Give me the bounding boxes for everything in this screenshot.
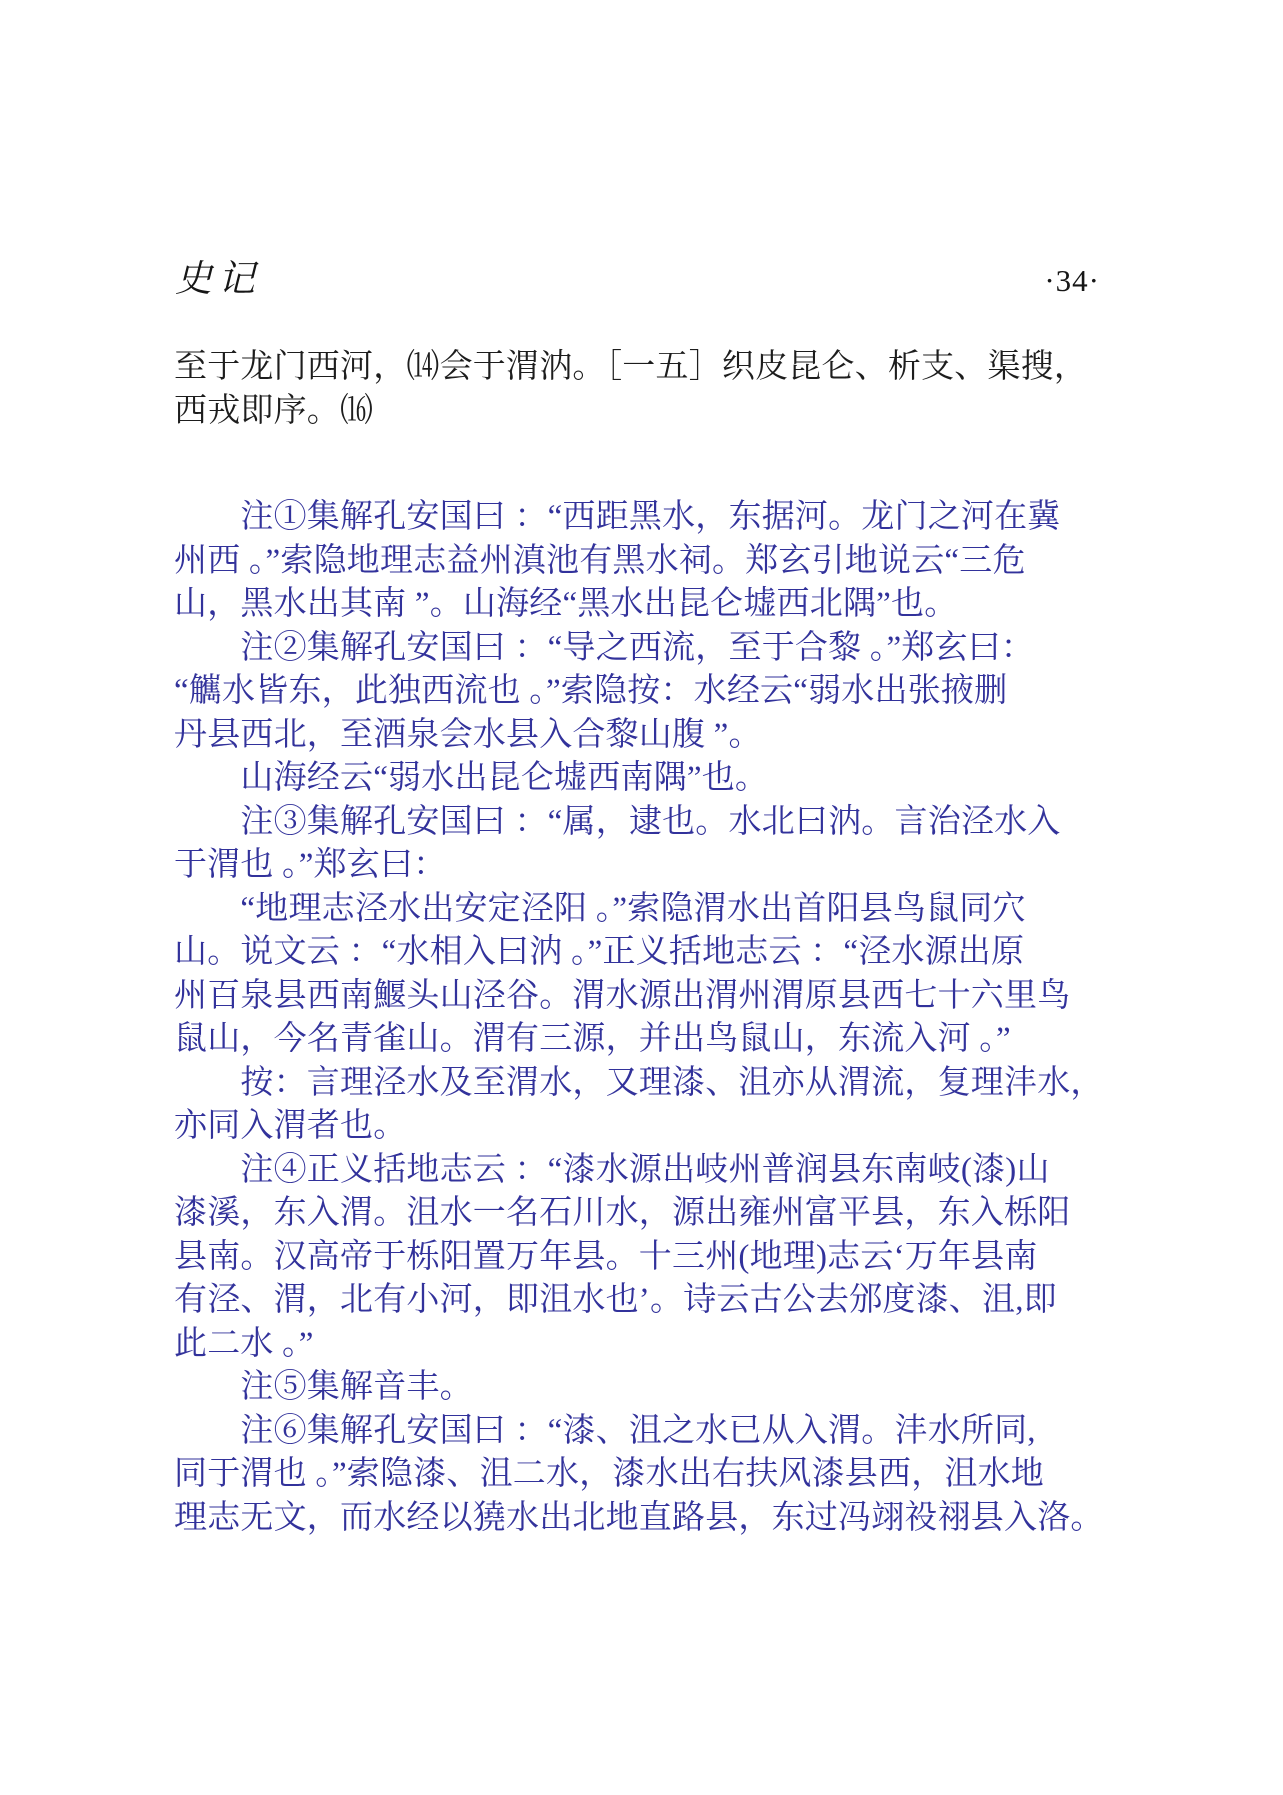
text-line: 西戎即序。⒃ — [174, 392, 374, 429]
text-line: 山。说文云 ：“水相入曰汭 。”正义括地志云 ：“泾水源出原 — [174, 934, 1025, 970]
text-line: 注④正义括地志云 ：“漆水源出岐州普润县东南岐(漆)山 — [174, 1151, 1050, 1188]
text-line: 山海经云“弱水出昆仑墟西南隅”也。 — [174, 760, 769, 796]
text-line: 注⑥集解孔安国曰 ：“漆、沮之水已从入渭。沣水所同, — [174, 1412, 1036, 1449]
running-header — [175, 258, 1100, 302]
text-line: 鼠山，今名青雀山。渭有三源，并出鸟鼠山，东流入河 。” — [174, 1021, 1011, 1057]
text-line: 州百泉县西南鰋头山泾谷。渭水源出渭州渭原县西七十六里鸟 — [174, 977, 1071, 1014]
text-line: 注①集解孔安国曰 ：“西距黑水，东据河。龙门之河在冀 — [174, 499, 1061, 535]
text-line: 山，黑水出其南 ”。山海经“黑水出昆仑墟西北隅”也。 — [174, 586, 958, 622]
text-line: 有泾、渭，北有小河，即沮水也’。诗云古公去邠度漆、沮,即 — [174, 1282, 1057, 1318]
text-line: “觽水皆东，此独西流也 。”索隐按：水经云“弱水出张掖删 — [174, 673, 1008, 709]
page-number: ·34· — [1044, 263, 1100, 298]
text-line: 县南。汉高帝于栎阳置万年县。十三州(地理)志云‘万年县南 — [174, 1238, 1038, 1275]
text-line: 州西 。”索隐地理志益州滇池有黑水祠。郑玄引地说云“三危 — [174, 542, 1026, 579]
text-line: 亦同入渭者也。 — [174, 1108, 407, 1144]
text-line: 丹县西北，至酒泉会水县入合黎山腹 ”。 — [174, 716, 762, 753]
text-line: 注⑤集解音丰。 — [174, 1369, 473, 1405]
book-title: 史记 — [175, 259, 261, 300]
text-line: 注②集解孔安国曰 ：“导之西流，至于合黎 。”郑玄曰： — [174, 629, 1035, 666]
text-line: 此二水 。” — [174, 1325, 314, 1362]
annotation-notes — [174, 496, 1112, 1540]
main-text-paragraph — [174, 346, 1112, 433]
text-line: “地理志泾水出安定泾阳 。”索隐渭水出首阳县鸟鼠同穴 — [174, 890, 1026, 927]
text-line: 于渭也 。”郑玄曰： — [174, 847, 447, 883]
text-line: 漆溪，东入渭。沮水一名石川水，源出雍州富平县，东入栎阳 — [174, 1195, 1071, 1231]
text-line: 理志无文，而水经以獟水出北地直路县，东过冯翊祋祤县入洛。 — [174, 1499, 1104, 1536]
text-line: 至于龙门西河，⒁会于渭汭。［一五］织皮昆仑、析支、渠搜， — [174, 349, 1088, 385]
page-content — [174, 346, 1112, 1540]
text-line: 注③集解孔安国曰 ：“属，逮也。水北曰汭。言治泾水入 — [174, 803, 1061, 840]
text-line: 按：言理泾水及至渭水，又理漆、沮亦从渭流，复理沣水， — [174, 1064, 1104, 1101]
text-line: 同于渭也 。”索隐漆、沮二水，漆水出右扶风漆县西，沮水地 — [174, 1456, 1044, 1492]
